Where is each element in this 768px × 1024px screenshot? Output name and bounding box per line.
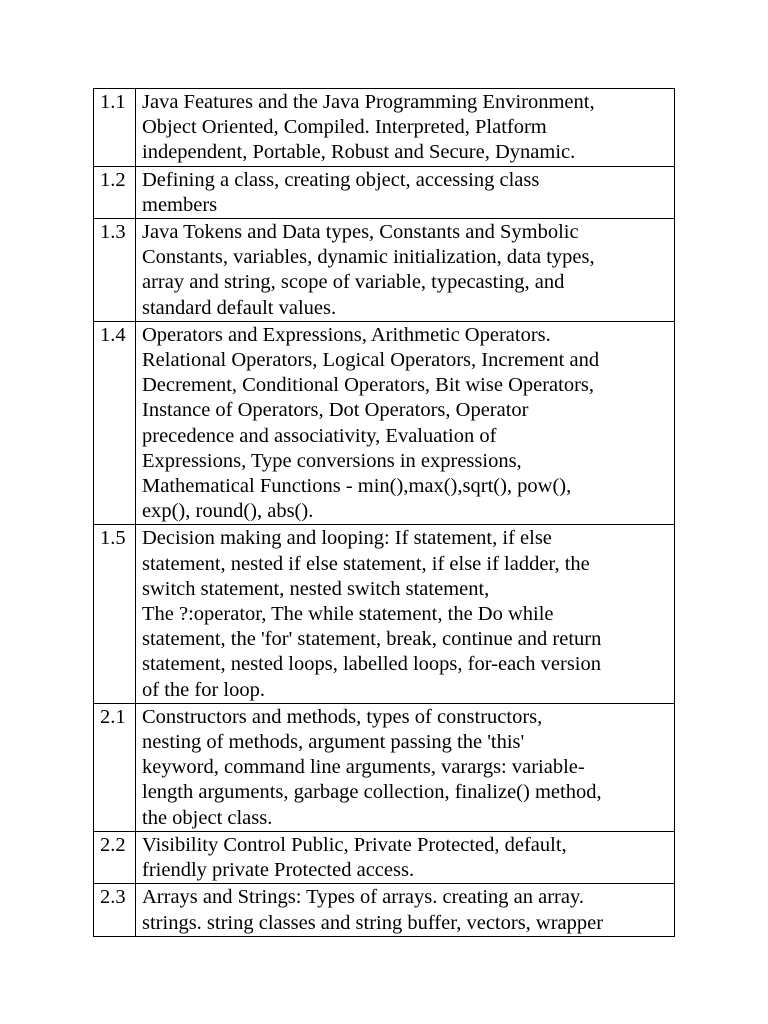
topic-description bbox=[136, 831, 675, 883]
description-line: Mathematical Functions - min(),max(),sqrt(), pow(), bbox=[142, 475, 572, 498]
topic-description bbox=[136, 884, 675, 936]
description-line: Arrays and Strings: Types of arrays. creating an array. bbox=[142, 886, 585, 909]
topic-description bbox=[136, 703, 675, 831]
description-line: statement, the 'for' statement, break, continue and return bbox=[142, 628, 602, 651]
topic-description bbox=[136, 166, 675, 218]
description-line: switch statement, nested switch statement, bbox=[142, 577, 490, 600]
description-line: length arguments, garbage collection, finalize() method, bbox=[142, 781, 602, 804]
topic-number: 1.4 bbox=[94, 321, 136, 525]
syllabus-table bbox=[93, 88, 675, 937]
description-line: precedence and associativity, Evaluation of bbox=[142, 424, 497, 447]
topic-description bbox=[136, 525, 675, 703]
topic-number: 2.3 bbox=[94, 884, 136, 936]
description-line: Object Oriented, Compiled. Interpreted, Platform bbox=[142, 116, 547, 139]
description-line: The ?:operator, The while statement, the Do while bbox=[142, 603, 554, 626]
table-row bbox=[94, 219, 675, 322]
description-line: statement, nested loops, labelled loops, for-each version bbox=[142, 653, 601, 676]
topic-number: 1.5 bbox=[94, 525, 136, 703]
topic-number: 1.3 bbox=[94, 219, 136, 322]
description-line: friendly private Protected access. bbox=[142, 859, 415, 882]
description-line: statement, nested if else statement, if else if ladder, the bbox=[142, 552, 590, 575]
table-row bbox=[94, 525, 675, 703]
description-line: keyword, command line arguments, varargs: variable- bbox=[142, 756, 585, 779]
description-line: Expressions, Type conversions in expressions, bbox=[142, 449, 522, 472]
description-line: members bbox=[142, 193, 218, 216]
syllabus-table-body bbox=[94, 89, 675, 937]
description-line: Visibility Control Public, Private Protected, default, bbox=[142, 833, 567, 856]
description-line: Constants, variables, dynamic initialization, data types, bbox=[142, 246, 595, 269]
description-line: Java Tokens and Data types, Constants and Symbolic bbox=[142, 221, 579, 244]
description-line: Operators and Expressions, Arithmetic Operators. bbox=[142, 323, 551, 346]
topic-description bbox=[136, 321, 675, 525]
description-line: Relational Operators, Logical Operators, Increment and bbox=[142, 349, 600, 372]
description-line: the object class. bbox=[142, 806, 273, 829]
description-line: array and string, scope of variable, typecasting, and bbox=[142, 271, 565, 294]
topic-description bbox=[136, 89, 675, 167]
topic-number: 2.1 bbox=[94, 703, 136, 831]
table-row bbox=[94, 166, 675, 218]
table-row bbox=[94, 884, 675, 936]
description-line: independent, Portable, Robust and Secure, Dynamic. bbox=[142, 141, 576, 164]
description-line: Constructors and methods, types of constructors, bbox=[142, 705, 543, 728]
topic-number: 1.2 bbox=[94, 166, 136, 218]
description-line: Decision making and looping: If statement, if else bbox=[142, 527, 552, 550]
topic-number: 1.1 bbox=[94, 89, 136, 167]
table-row bbox=[94, 703, 675, 831]
table-row bbox=[94, 321, 675, 525]
description-line: of the for loop. bbox=[142, 678, 265, 701]
topic-description bbox=[136, 219, 675, 322]
description-line: nesting of methods, argument passing the 'this' bbox=[142, 731, 525, 754]
description-line: exp(), round(), abs(). bbox=[142, 500, 314, 523]
table-row bbox=[94, 831, 675, 883]
description-line: standard default values. bbox=[142, 296, 337, 319]
description-line: Java Features and the Java Programming Environment, bbox=[142, 91, 595, 113]
description-line: Defining a class, creating object, accessing class bbox=[142, 168, 540, 191]
description-line: Instance of Operators, Dot Operators, Operator bbox=[142, 399, 529, 422]
topic-number: 2.2 bbox=[94, 831, 136, 883]
description-line: strings. string classes and string buffer, vectors, wrapper bbox=[142, 911, 604, 934]
table-row bbox=[94, 89, 675, 167]
description-line: Decrement, Conditional Operators, Bit wise Operators, bbox=[142, 374, 595, 397]
